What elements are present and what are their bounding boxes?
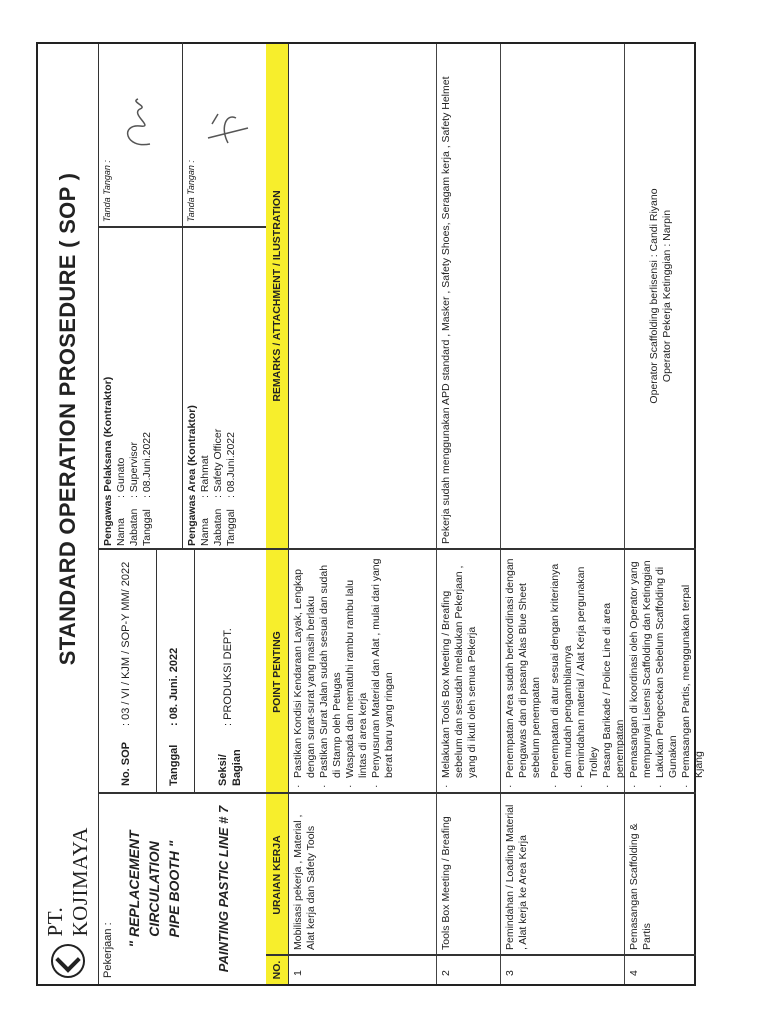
- row-remarks: Pekerja sudah menggunakan APD standard , Masker , Safety Shoes, Seragam kerja , Safety Helmet: [440, 76, 452, 544]
- point-text: Waspada dan mematuhi rambu rambu lalu lintas di area kerja: [344, 579, 369, 778]
- list-item: · Pemasangan di koordinasi oleh Operator yang mempunyai Lisensi Scaffolding dan Ketinggian: [628, 556, 654, 788]
- row-number: 1: [292, 970, 304, 976]
- area-heading: Pengawas Area (Kontraktor): [186, 405, 198, 546]
- supervisor-row: [128, 236, 141, 546]
- table-row: [288, 44, 437, 984]
- table-header: [266, 44, 289, 984]
- point-text: Pemindahan material / Alat Kerja pergunakan Trolley: [575, 566, 600, 778]
- area-name-label: Nama: [199, 517, 211, 546]
- point-text: Lakukan Pengecekan Sebelum Scaffolding di Gunakan: [654, 566, 679, 778]
- col-point: POINT PENTING: [271, 631, 283, 713]
- point-text: Pemasangan Partis, menggunakan terpal Kjang: [680, 584, 705, 778]
- supervisor-signature-label: Tanda Tangan :: [102, 160, 112, 222]
- remarks-line: Operator Scaffolding berlisensi : Candi Riyano: [648, 188, 660, 404]
- job-title: [124, 794, 184, 984]
- job-line: PAINTING PASTIC LINE # 7: [216, 805, 231, 973]
- area-row: [199, 236, 212, 546]
- row-number: 2: [440, 970, 452, 976]
- list-item: · Waspada dan mematuhi rambu rambu lalu lintas di area kerja: [344, 556, 370, 788]
- supervisor-row: [141, 236, 154, 546]
- table-row: [624, 44, 705, 984]
- list-item: · Penempatan di atur sesuai dengan kriterianya dan mudah pengambilannya: [549, 556, 575, 788]
- supervisor-date-value: : 08.Juni.2022: [141, 432, 153, 498]
- point-text: Pasang Barikade / Police Line di area penempatan: [601, 602, 626, 778]
- row-task: Pemasangan Scaffolding & Partis: [628, 823, 653, 950]
- sop-number-value: : 03 / VI / KJM / SOP-Y MM/ 2022: [120, 561, 132, 726]
- area-position-label: Jabatan: [212, 508, 224, 546]
- table-row: [500, 44, 625, 984]
- date-value: : 08. Juni. 2022: [168, 647, 180, 726]
- col-task: URAIAN KERJA: [271, 835, 283, 915]
- supervisor-date-label: Tanggal: [141, 509, 153, 546]
- area-row: [212, 236, 225, 546]
- point-text: Penempatan di atur sesuai dengan kriterianya dan mudah pengambilannya: [549, 563, 574, 778]
- list-item: · Penempatan Area sudah berkoordinasi dengan Pengawas dan di pasang Alas Blue Sheet sebelum penempatan: [504, 556, 543, 788]
- area-date-value: : 08.Juni.2022: [225, 432, 237, 498]
- area-row: [225, 236, 238, 546]
- section-value: : PRODUKSI DEPT.: [222, 628, 234, 726]
- list-item: · Pastikan Kondisi Kendaraan Layak, Lengkap dengan surat-surat yang masih berlaku: [292, 556, 318, 788]
- job-title-line1: " REPLACEMENT CIRCULATION: [126, 830, 162, 948]
- row-number: 3: [504, 970, 516, 976]
- row-number: 4: [628, 970, 640, 976]
- job-label: Pekerjaan :: [102, 922, 114, 978]
- list-item: · Melakukan Tools Box Meeting / Breafing sebelum dan sesudah melakukan Pekerjaan , yang di ikuti oleh semua Pekerja: [440, 556, 479, 788]
- supervisor-block: [102, 236, 154, 546]
- area-signature: [198, 98, 258, 158]
- section-label-line1: Seksi/: [217, 754, 229, 786]
- supervisor-name-label: Nama: [115, 517, 127, 546]
- company-logo: [38, 794, 98, 984]
- col-remarks: REMARKS / ATTACHMENT / ILUSTRATION: [271, 190, 283, 402]
- list-item: · Penyusunan Material dan Alat , mulai dari yang berat baru yang ringan: [370, 556, 396, 788]
- area-name-value: : Rahmat: [199, 455, 211, 498]
- section-label-line2: Bagian: [231, 749, 243, 786]
- list-item: · Pasang Barikade / Police Line di area penempatan: [601, 556, 627, 788]
- supervisor-signature: [110, 94, 170, 154]
- col-no: NO.: [271, 960, 283, 980]
- area-signature-label: Tanda Tangan :: [186, 160, 196, 222]
- job-title-line2: PIPE BOOTH ": [166, 840, 182, 938]
- table-row: [436, 44, 501, 984]
- header-info: [98, 44, 267, 984]
- row-points: [504, 556, 627, 788]
- supervisor-row: [115, 236, 128, 546]
- supervisor-heading: Pengawas Pelaksana (Kontraktor): [102, 376, 114, 546]
- sop-document: [36, 42, 705, 986]
- supervisor-name-value: : Gunato: [115, 457, 127, 498]
- document-title: STANDARD OPERATION PROSEDURE ( SOP ): [55, 172, 80, 666]
- row-task: Tools Box Meeting / Breafing: [440, 816, 452, 950]
- supervisor-position-value: : Supervisor: [128, 441, 140, 498]
- date-label: Tanggal: [168, 744, 180, 786]
- kojimaya-logo-icon: [51, 944, 85, 978]
- row-task: Pemindahan / Loading Material , Alat kerja ke Area Kerja: [504, 804, 529, 950]
- point-text: Penyusunan Material dan Alat , mulai dari yang berat baru yang ringan: [370, 558, 395, 778]
- area-date-label: Tanggal: [225, 509, 237, 546]
- sop-number-label: No. SOP: [120, 741, 132, 786]
- area-supervisor-block: [186, 236, 238, 546]
- row-points: [292, 556, 396, 788]
- area-position-value: : Safety Officer: [212, 428, 224, 498]
- title-bar: [38, 44, 99, 984]
- point-text: Pastikan Kondisi Kendaraan Layak, Lengkap dengan surat-surat yang masih berlaku: [292, 569, 317, 778]
- row-points: [440, 556, 479, 788]
- supervisor-position-label: Jabatan: [128, 508, 140, 546]
- remarks-line: Operator Pekerja Ketinggian : Narpin: [661, 209, 673, 383]
- point-text: Pemasangan di koordinasi oleh Operator yang mempunyai Lisensi Scaffolding dan Ketinggian: [628, 560, 653, 778]
- row-points: [628, 556, 706, 788]
- section-label: [216, 749, 244, 786]
- company-name: PT. KOJIMAYA: [43, 827, 92, 937]
- list-item: · Pastikan Surat Jalan sudah sesuai dan sudah di Stamp oleh Petugas: [318, 556, 344, 788]
- point-text: Melakukan Tools Box Meeting / Breafing sebelum dan sesudah melakukan Pekerjaan , yang di ikuti oleh semua Pekerja: [440, 565, 478, 778]
- point-text: Pastikan Surat Jalan sudah sesuai dan sudah di Stamp oleh Petugas: [318, 564, 343, 778]
- list-item: · Pemindahan material / Alat Kerja pergunakan Trolley: [575, 556, 601, 788]
- list-item: · Pemasangan Partis, menggunakan terpal Kjang: [680, 556, 706, 788]
- row-remarks: [648, 48, 674, 544]
- row-task: Mobilisasi pekerja , Material , Alat kerja dan Safety Tools: [292, 814, 317, 950]
- list-item: · Lakukan Pengecekan Sebelum Scaffolding di Gunakan: [654, 556, 680, 788]
- point-text: Penempatan Area sudah berkoordinasi dengan Pengawas dan di pasang Alas Blue Sheet sebelum penempatan: [504, 558, 542, 778]
